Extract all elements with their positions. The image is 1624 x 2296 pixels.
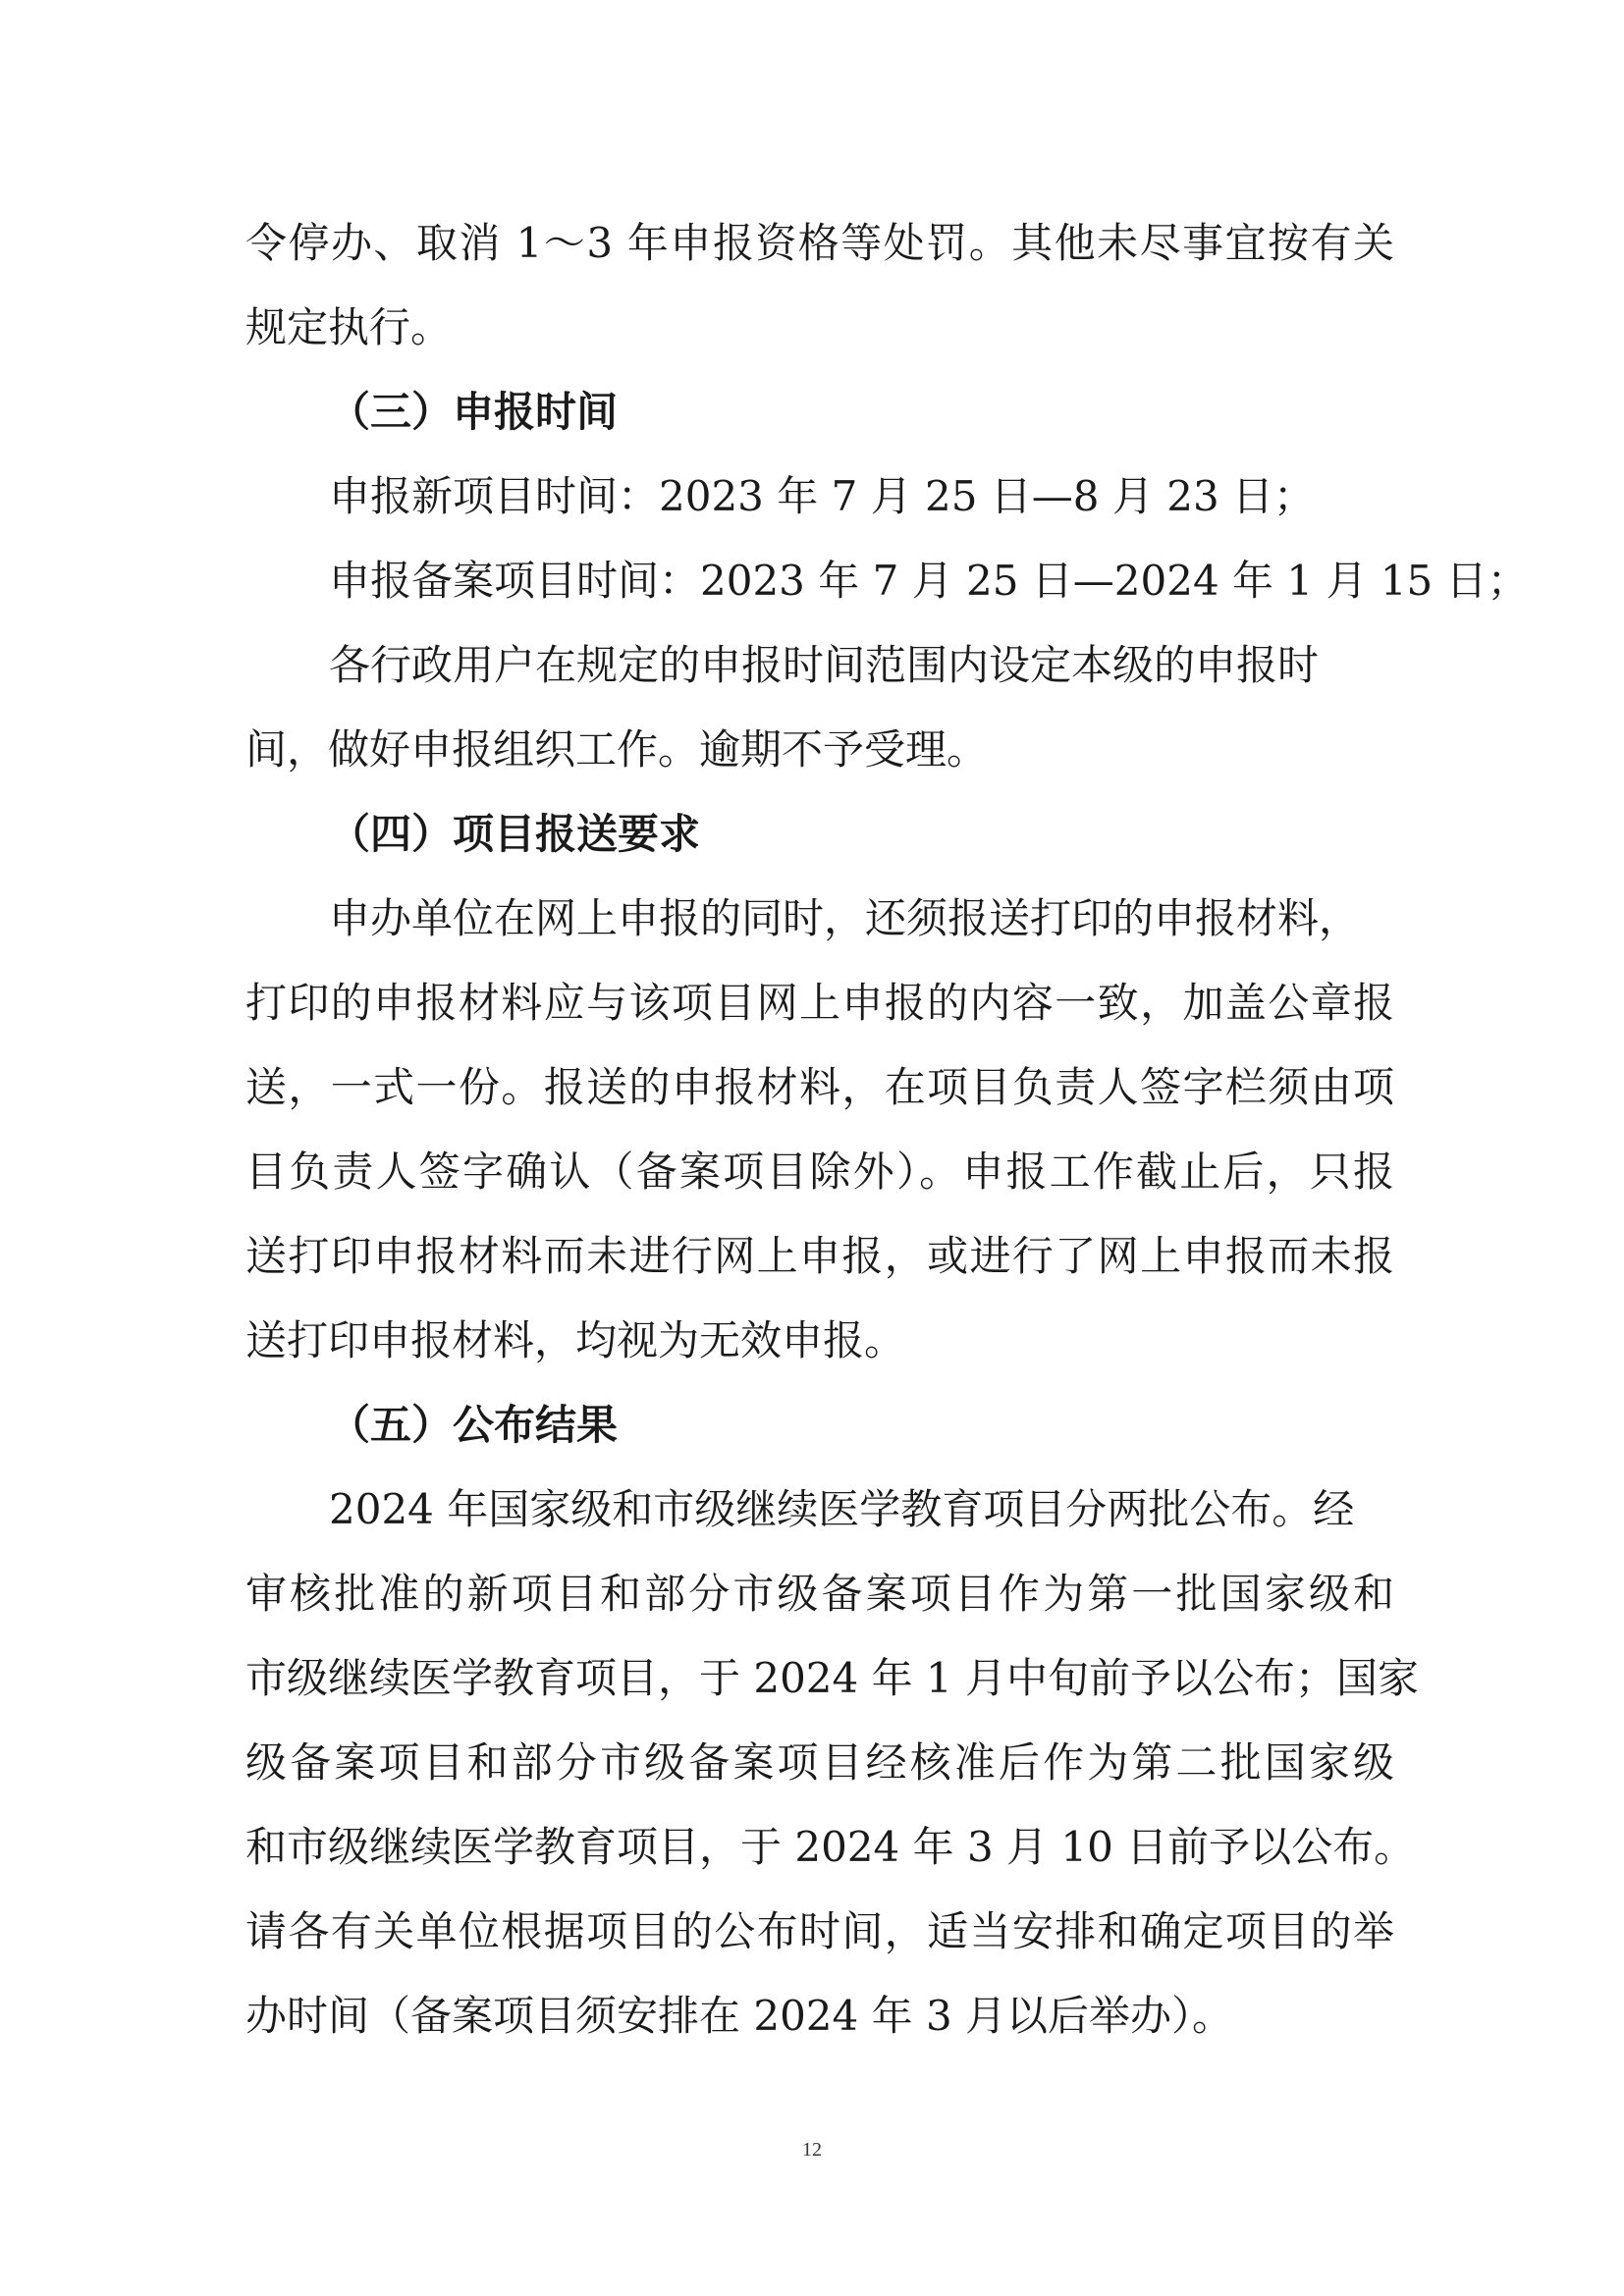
page-number: 12 — [802, 2139, 822, 2161]
body-text-line: 间，做好申报组织工作。逾期不予受理。 — [245, 725, 989, 774]
body-text-line: 申办单位在网上申报的同时，还须报送打印的申报材料， — [329, 894, 1361, 942]
section-heading-5: （五）公布结果 — [329, 1401, 619, 1449]
body-text-line: 市级继续医学教育项目，于 2024 年 1 月中旬前予以公布；国家 — [245, 1654, 1420, 1702]
body-text-line: 审核批准的新项目和部分市级备案项目作为第一批国家级和 — [245, 1570, 1394, 1618]
section-heading-4: （四）项目报送要求 — [329, 810, 701, 858]
body-text-line: 送打印申报材料而未进行网上申报，或进行了网上申报而未报 — [245, 1232, 1394, 1280]
body-text-line: 申报新项目时间：2023 年 7 月 25 日—8 月 23 日； — [329, 472, 1316, 520]
body-text-line: 目负责人签字确认（备案项目除外）。申报工作截止后，只报 — [245, 1148, 1394, 1196]
body-text-line: 办时间（备案项目须安排在 2024 年 3 月以后举办）。 — [245, 1992, 1234, 2040]
body-text-line: 请各有关单位根据项目的公布时间，适当安排和确定项目的举 — [245, 1907, 1394, 1955]
body-text-line: 送打印申报材料，均视为无效申报。 — [245, 1316, 906, 1364]
section-heading-3: （三）申报时间 — [329, 388, 619, 436]
body-text-line: 打印的申报材料应与该项目网上申报的内容一致，加盖公章报 — [245, 979, 1394, 1027]
body-text-line: 和市级继续医学教育项目，于 2024 年 3 月 10 日前予以公布。 — [245, 1823, 1416, 1871]
body-text-line: 2024 年国家级和市级继续医学教育项目分两批公布。经 — [329, 1485, 1355, 1533]
body-text-line: 各行政用户在规定的申报时间范围内设定本级的申报时 — [329, 641, 1320, 689]
body-text-line: 规定执行。 — [245, 303, 453, 351]
body-text-line: 申报备案项目时间：2023 年 7 月 25 日—2024 年 1 月 15 日； — [329, 557, 1529, 605]
body-text-line: 级备案项目和部分市级备案项目经核准后作为第二批国家级 — [245, 1738, 1394, 1787]
body-text-line: 送，一式一份。报送的申报材料，在项目负责人签字栏须由项 — [245, 1063, 1394, 1111]
body-text-line: 令停办、取消 1～3 年申报资格等处罚。其他未尽事宜按有关 — [245, 219, 1394, 267]
